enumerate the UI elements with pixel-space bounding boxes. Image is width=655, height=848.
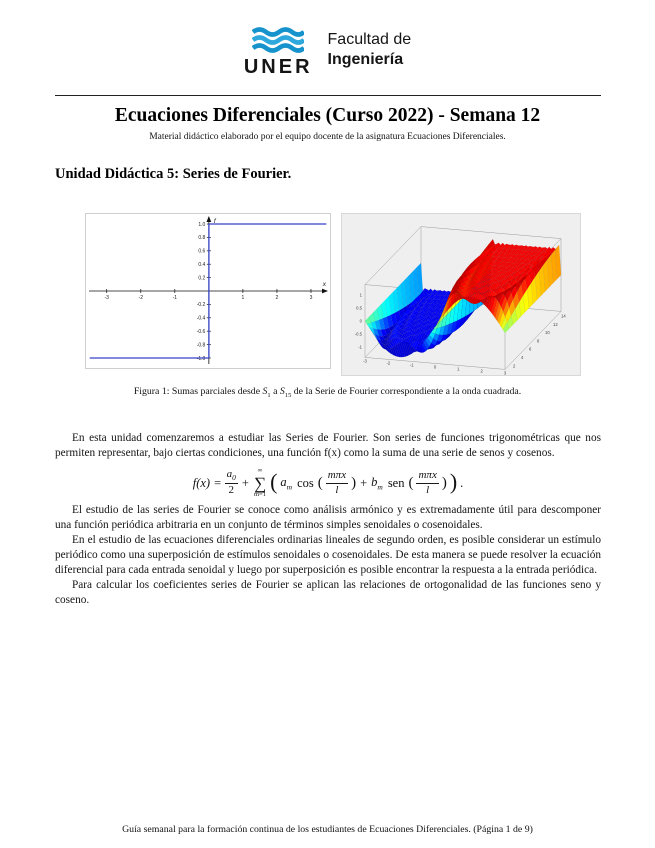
svg-text:-1: -1 [172, 295, 178, 301]
cos-function-label: cos [297, 475, 314, 490]
bm-base: b [371, 474, 378, 489]
page-footer: Guía semanal para la formación continua de los estudiantes de Ecuaciones Diferenciales. (Página 1 de 9) [122, 824, 533, 835]
formula-lhs: f(x) = [192, 475, 222, 490]
plus-operator-2: + [360, 475, 368, 490]
big-right-paren: ) [449, 469, 458, 495]
svg-text:14: 14 [561, 313, 566, 319]
fraction-denominator: 2 [228, 484, 234, 497]
svg-text:10: 10 [545, 330, 550, 336]
fourier-partial-sums-surface-plot [341, 213, 581, 376]
svg-text:3: 3 [503, 370, 507, 376]
svg-text:0.8: 0.8 [198, 235, 206, 242]
svg-text:0.6: 0.6 [198, 248, 206, 255]
summation-symbol [254, 468, 266, 498]
svg-text:0.4: 0.4 [198, 262, 206, 269]
svg-text:-0.6: -0.6 [196, 328, 206, 335]
svg-text:-3: -3 [104, 295, 109, 301]
svg-text:12: 12 [553, 321, 558, 327]
figure-row [85, 213, 581, 376]
inner-right-paren-2: ) [441, 474, 447, 491]
svg-text:-1: -1 [358, 344, 362, 350]
svg-text:1: 1 [359, 292, 362, 298]
body-text [55, 431, 601, 608]
uner-logo [0, 26, 655, 77]
inner-numerator: mπx [326, 470, 348, 484]
caption-s1: S [262, 386, 268, 397]
document-title: Ecuaciones Diferenciales (Curso 2022) - Semana 12 [114, 105, 541, 126]
a0-over-2-fraction [225, 469, 238, 497]
big-left-paren: ( [270, 469, 278, 495]
bm-subscript: m [377, 482, 383, 492]
plus-operator: + [241, 475, 249, 490]
paragraph-harmonic-analysis: El estudio de las series de Fourier se conoce como análisis armónico y es extremadamente útil para descomponer una función periódica arbitraria en un conjunto de términos simples senoidales o cosenoidales. [55, 504, 601, 532]
inner-numerator-2: mπx [416, 470, 438, 484]
svg-text:1: 1 [241, 295, 245, 301]
sen-function-label: sen [387, 475, 405, 490]
am-subscript: m [286, 482, 293, 492]
svg-text:-0.4: -0.4 [196, 315, 206, 322]
figure-caption [0, 386, 655, 399]
caption-mid: a [270, 386, 280, 397]
bm-coefficient [371, 474, 383, 492]
svg-text:8: 8 [537, 338, 540, 344]
svg-text:0.2: 0.2 [198, 275, 206, 282]
uner-logo-mark [244, 26, 313, 77]
svg-text:-0.8: -0.8 [196, 342, 206, 349]
mpix-over-l-fraction [326, 470, 348, 497]
svg-text:3: 3 [309, 295, 313, 301]
inner-right-paren: ) [351, 474, 357, 491]
a0-subscript: 0 [232, 473, 236, 483]
faculty-name [328, 26, 412, 77]
svg-text:-0.5: -0.5 [354, 331, 362, 337]
svg-text:-2: -2 [138, 295, 143, 301]
svg-text:1: 1 [457, 366, 460, 372]
uner-waves-icon [252, 26, 304, 54]
sigma-icon: ∑ [253, 473, 267, 493]
inner-left-paren-2: ( [408, 474, 414, 491]
svg-text:6: 6 [529, 346, 532, 352]
svg-text:2: 2 [275, 295, 279, 301]
paragraph-intro: En esta unidad comenzaremos a estudiar las Series de Fourier. Son series de funciones trigonométricas que nos permiten representar, bajo ciertas condiciones, una función f(x) como la suma de una serie de senos y cosenos. [55, 432, 601, 460]
svg-text:f: f [213, 218, 216, 225]
paragraph-ode-superposition: En el estudio de las ecuaciones diferenciales ordinarias lineales de segundo orden, es posible considerar un estímulo periódico como una superposición de estímulos senoidales o cosenoidales. De esta manera se puede resolver la ecuación diferencial para cada entrada senoidal y luego por superposición es posible encontrar la respuesta a la entrada periódica. [55, 534, 601, 577]
sum-lower-limit: m=1 [254, 490, 266, 498]
am-base: a [280, 474, 287, 489]
section-heading: Unidad Didáctica 5: Series de Fourier. [55, 166, 292, 182]
svg-text:-0.2: -0.2 [196, 302, 206, 309]
faculty-line2: Ingeniería [327, 51, 404, 68]
svg-text:4: 4 [521, 354, 524, 360]
square-wave-plot [85, 213, 331, 369]
svg-text:0: 0 [359, 318, 362, 324]
header-divider [55, 95, 601, 96]
svg-text:x: x [322, 281, 326, 288]
caption-post: de la Serie de Fourier correspondiente a la onda cuadrada. [291, 386, 522, 397]
fourier-series-formula [55, 468, 601, 498]
svg-text:0: 0 [433, 364, 437, 370]
svg-text:1.0: 1.0 [198, 221, 206, 228]
sum-upper-limit: ∞ [257, 467, 263, 475]
paragraph-orthogonality: Para calcular los coeficientes series de Fourier se aplican las relaciones de ortogonalidad de las funciones seno y coseno. [55, 579, 601, 607]
svg-text:-1: -1 [409, 362, 414, 368]
svg-text:-2: -2 [386, 360, 391, 366]
svg-text:-3: -3 [363, 358, 367, 364]
inner-denominator: l [335, 483, 339, 496]
svg-text:2: 2 [480, 368, 483, 374]
caption-s15-subscript: 15 [284, 391, 292, 399]
svg-text:2: 2 [513, 363, 516, 369]
caption-s1-subscript: 1 [267, 391, 271, 399]
mpix-over-l-fraction-2 [416, 470, 438, 497]
inner-left-paren: ( [317, 474, 323, 491]
svg-text:-1.0: -1.0 [196, 355, 206, 362]
svg-text:0.5: 0.5 [356, 305, 362, 311]
document-subtitle: Material didáctico elaborado por el equipo docente de la asignatura Ecuaciones Diferenciales. [149, 132, 506, 142]
faculty-line1: Facultad de [327, 31, 412, 48]
uner-wordmark: UNER [243, 56, 313, 78]
inner-denominator-2: l [426, 483, 430, 496]
fraction-numerator [225, 469, 238, 484]
caption-text: Figura 1: Sumas parciales desde [133, 386, 263, 397]
formula-period: . [460, 475, 464, 490]
am-coefficient [280, 474, 292, 492]
caption-s15: S [279, 386, 285, 397]
a0-base: a [226, 467, 233, 480]
